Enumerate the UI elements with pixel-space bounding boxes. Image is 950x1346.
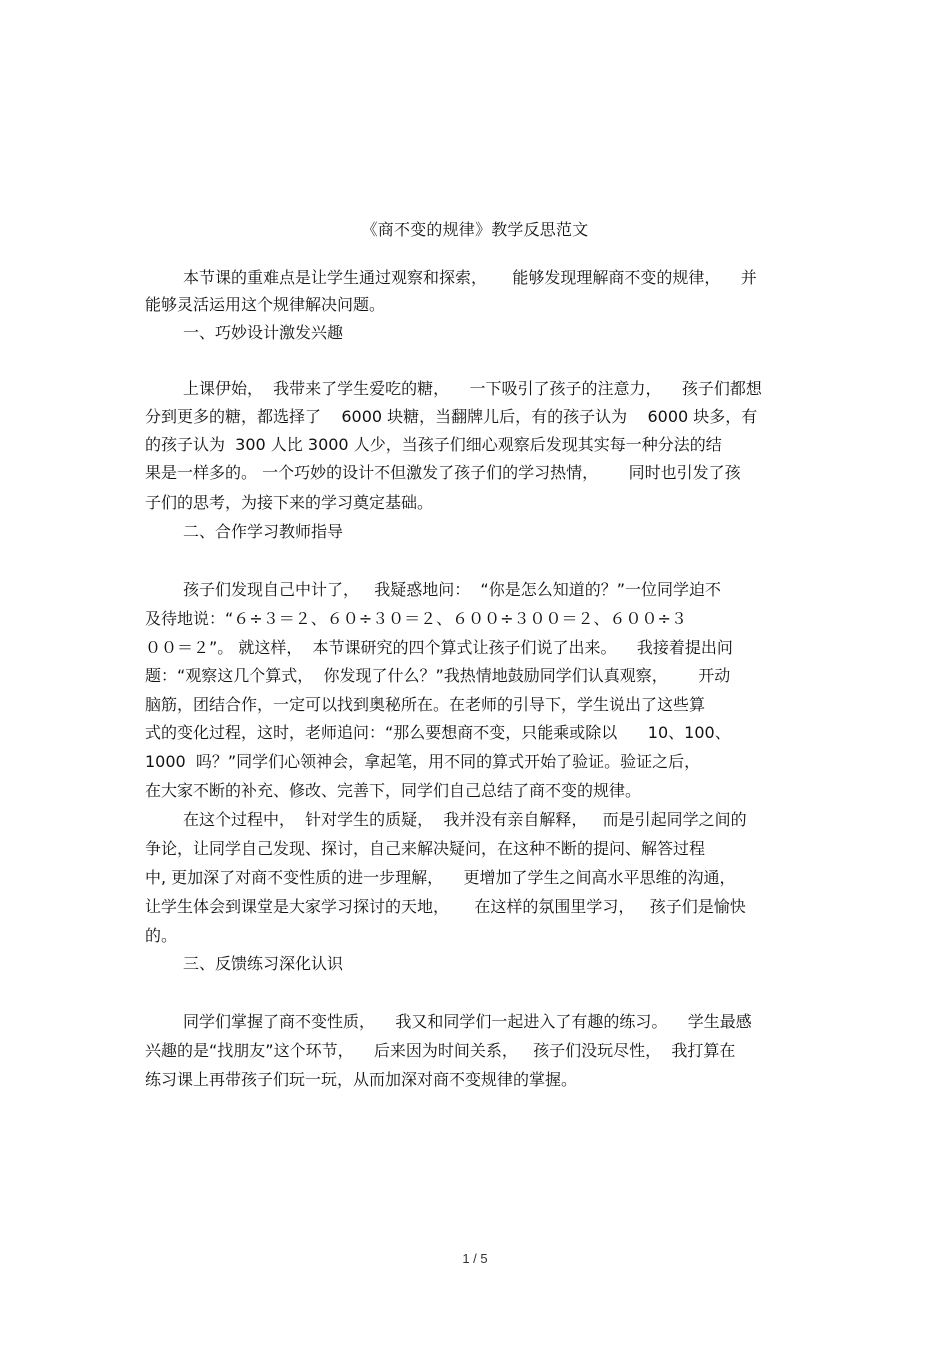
paragraph-section2b-line-4: 让学生体会到课堂是大家学习探讨的天地， 在这样的氛围里学习， 孩子们是愉快 — [145, 897, 746, 916]
paragraph-section2-line-8: 在大家不断的补充、修改、完善下，同学们自己总结了商不变的规律。 — [145, 781, 642, 800]
paragraph-section1-line-1: 上课伊始， 我带来了学生爱吃的糖， 一下吸引了孩子的注意力， 孩子们都想 — [183, 379, 762, 398]
paragraph-section1-line-3: 的孩子认为 300 人比 3000 人少，当孩子们细心观察后发现其实每一种分法的结 — [145, 435, 722, 454]
document-title: 《商不变的规律》教学反思范文 — [361, 220, 589, 239]
paragraph-section3-line-3: 练习课上再带孩子们玩一玩，从而加深对商不变规律的掌握。 — [145, 1070, 578, 1089]
paragraph-section3-line-2: 兴趣的是“找朋友”这个环节， 后来因为时间关系， 孩子们没玩尽性， 我打算在 — [145, 1041, 736, 1060]
paragraph-section2-line-1: 孩子们发现自己中计了， 我疑惑地问： “你是怎么知道的？”一位同学迫不 — [183, 580, 722, 599]
paragraph-section1-line-2: 分到更多的糖，都选择了 6000 块糖，当翻牌儿后，有的孩子认为 6000 块多，有 — [145, 407, 758, 426]
paragraph-section2-line-3: ００＝２”。 就这样， 本节课研究的四个算式让孩子们说了出来。 我接着提出问 — [145, 638, 733, 657]
paragraph-section2-line-2: 及待地说：“６÷３＝２、６０÷３０＝２、６００÷３００＝２、６００÷３ — [145, 609, 687, 628]
section-heading-2: 二、合作学习教师指导 — [183, 522, 344, 541]
paragraph-section1-line-4: 果是一样多的。 一个巧妙的设计不但激发了孩子们的学习热情， 同时也引发了孩 — [145, 463, 741, 482]
paragraph-intro-line-2: 能够灵活运用这个规律解决问题。 — [145, 295, 386, 314]
section-heading-1: 一、巧妙设计激发兴趣 — [183, 323, 344, 342]
paragraph-section2-line-5: 脑筋，团结合作，一定可以找到奥秘所在。在老师的引导下，学生说出了这些算 — [145, 695, 706, 714]
section-heading-3: 三、反馈练习深化认识 — [183, 954, 344, 973]
paragraph-section1-line-5: 子们的思考，为接下来的学习奠定基础。 — [145, 493, 434, 512]
paragraph-section2b-line-1: 在这个过程中， 针对学生的质疑， 我并没有亲自解释， 而是引起同学之间的 — [183, 810, 747, 829]
paragraph-section2-line-4: 题：“观察这几个算式， 你发现了什么？”我热情地鼓励同学们认真观察， 开动 — [145, 666, 731, 685]
paragraph-section2-line-6: 式的变化过程，这时，老师追问：“那么要想商不变，只能乘或除以 10、100、 — [145, 723, 731, 742]
paragraph-section2-line-7: 1000 吗？”同学们心领神会，拿起笔，用不同的算式开始了验证。验证之后， — [145, 752, 701, 771]
paragraph-intro-line-1: 本节课的重难点是让学生通过观察和探索， 能够发现理解商不变的规律， 并 — [183, 268, 757, 287]
paragraph-section2b-line-2: 争论，让同学自己发现、探讨，自己来解决疑问，在这种不断的提问、解答过程 — [145, 839, 706, 858]
paragraph-section2b-line-3: 中, 更加深了对商不变性质的进一步理解， 更增加了学生之间高水平思维的沟通， — [145, 868, 736, 887]
paragraph-section2b-line-5: 的。 — [145, 926, 178, 945]
paragraph-section3-line-1: 同学们掌握了商不变性质， 我又和同学们一起进入了有趣的练习。 学生最感 — [183, 1012, 752, 1031]
page-number: 1 / 5 — [462, 1251, 488, 1266]
